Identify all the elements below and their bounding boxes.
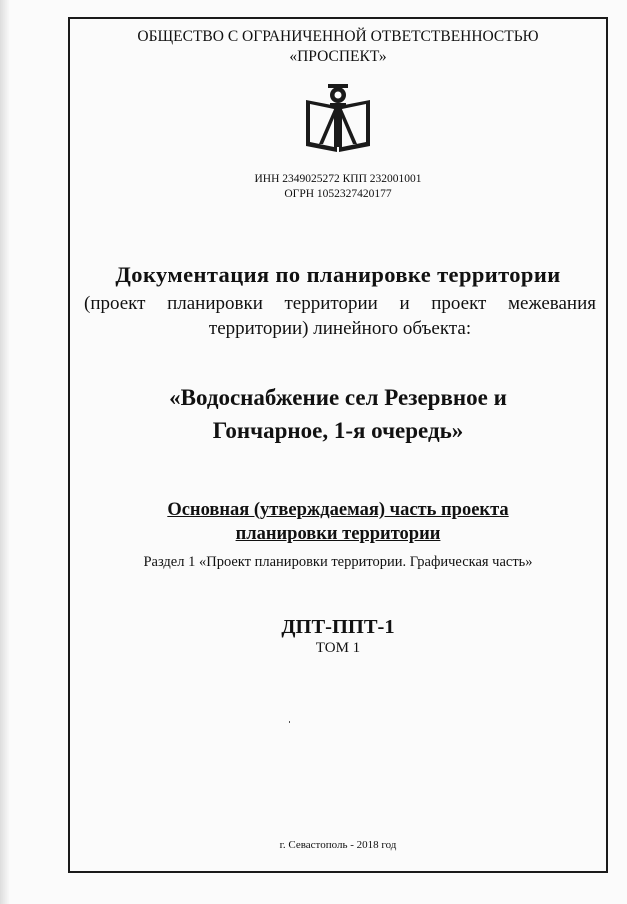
part-line-1: Основная (утверждаемая) часть проекта (167, 500, 509, 520)
section-name: Раздел 1 «Проект планировки территории. Графическая часть» (143, 554, 533, 570)
organization-line-2: «ПРОСПЕКТ» (289, 48, 387, 65)
company-logo-icon (304, 84, 372, 152)
scan-speck (289, 721, 290, 723)
object-name (68, 381, 608, 447)
inn-kpp: ИНН 2349025272 КПП 232001001 (254, 173, 422, 185)
document-subtitle (84, 291, 596, 341)
object-line-2: Гончарное, 1-я очередь» (212, 418, 464, 443)
document-code: ДПТ-ППТ-1 (281, 616, 395, 638)
document-title: Документация по планировке территории (115, 262, 561, 287)
registration-ids (68, 172, 608, 202)
ogrn: ОГРН 1052327420177 (284, 188, 392, 200)
part-line-2: планировки территории (235, 524, 441, 544)
organization-name (68, 27, 608, 67)
object-line-1: «Водоснабжение сел Резервное и (169, 385, 507, 410)
city-year: г. Севастополь - 2018 год (279, 839, 397, 851)
scan-edge (0, 0, 10, 904)
subtitle-line-1: (проект планировки территории и проект межевания (84, 293, 596, 314)
volume-number: ТОМ 1 (315, 640, 361, 656)
subtitle-line-2: территории) линейного объекта: (208, 318, 472, 339)
organization-line-1: ОБЩЕСТВО С ОГРАНИЧЕННОЙ ОТВЕТСТВЕННОСТЬЮ (137, 28, 539, 45)
part-title (68, 498, 608, 546)
